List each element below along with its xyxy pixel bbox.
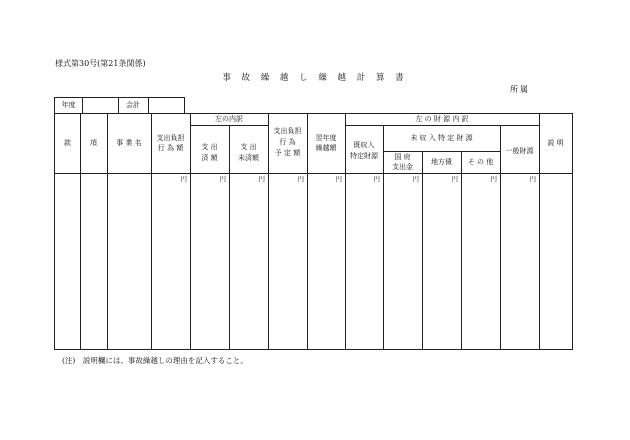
header-kishuu-2: 特定財源 [350,152,378,160]
unit-yen-kuni: 円 [412,175,419,183]
header-futan-2: 行 為 額 [157,144,184,152]
header-mi-1: 支 出 [240,143,257,151]
footnote: (注) 説明欄には、事故繰越しの理由を記入すること。 [62,356,248,365]
header-kuni-2: 支出金 [392,163,413,171]
account-label: 会計 [118,98,149,113]
header-futan-1: 支出負担 [156,134,185,142]
unit-yen-ippan: 円 [529,175,536,183]
header-zaigen-group: 左 の 財 源 内 訳 [415,115,469,123]
header-zumi-1: 支 出 [201,143,218,151]
year-account-box [54,97,185,114]
header-yotei-2: 行 為 [279,138,296,146]
unit-yen-mi: 円 [258,175,265,183]
header-uchiwake-group: 左の内訳 [215,115,243,123]
affiliation-label: 所属 [510,85,530,94]
unit-yen-yotei: 円 [297,175,304,183]
header-sonota: そ の 他 [467,158,494,166]
header-kan: 款 [64,139,71,147]
unit-yen-zumi: 円 [219,175,226,183]
unit-yen-kishuu: 円 [373,175,380,183]
unit-yen-chihousai: 円 [451,175,458,183]
unit-yen-futan: 円 [180,175,187,183]
header-setsumei: 説 明 [547,139,564,147]
header-jigyou: 事 業 名 [116,139,142,147]
header-yokunendo-1: 翌年度 [315,134,337,142]
header-mishuu-group: 未 収 入 特 定 財 源 [410,134,473,142]
header-yokunendo-2: 繰越額 [315,144,337,152]
header-zumi-2: 済 額 [201,154,218,162]
header-yotei-1: 支出負担 [273,127,302,135]
year-label: 年度 [55,98,83,113]
header-chihousai: 地方債 [431,158,452,166]
account-value-field[interactable] [148,98,184,113]
header-yotei-3: 予 定 額 [274,149,301,157]
year-value-field[interactable] [82,98,119,113]
unit-yen-yokunendo: 円 [335,175,342,183]
form-number-label: 様式第30号(第21条関係) [55,59,146,68]
header-mi-2: 未済額 [238,154,259,162]
carryover-table [54,113,573,350]
unit-yen-sonota: 円 [490,175,497,183]
header-ippan: 一般財源 [505,147,534,155]
header-kou: 項 [90,139,97,147]
header-kuni-1: 国 府 [394,153,411,161]
document-title: 事 故 繰 越 し 繰 越 計 算 書 [222,73,408,83]
header-kishuu-1: 既収入 [353,141,375,149]
